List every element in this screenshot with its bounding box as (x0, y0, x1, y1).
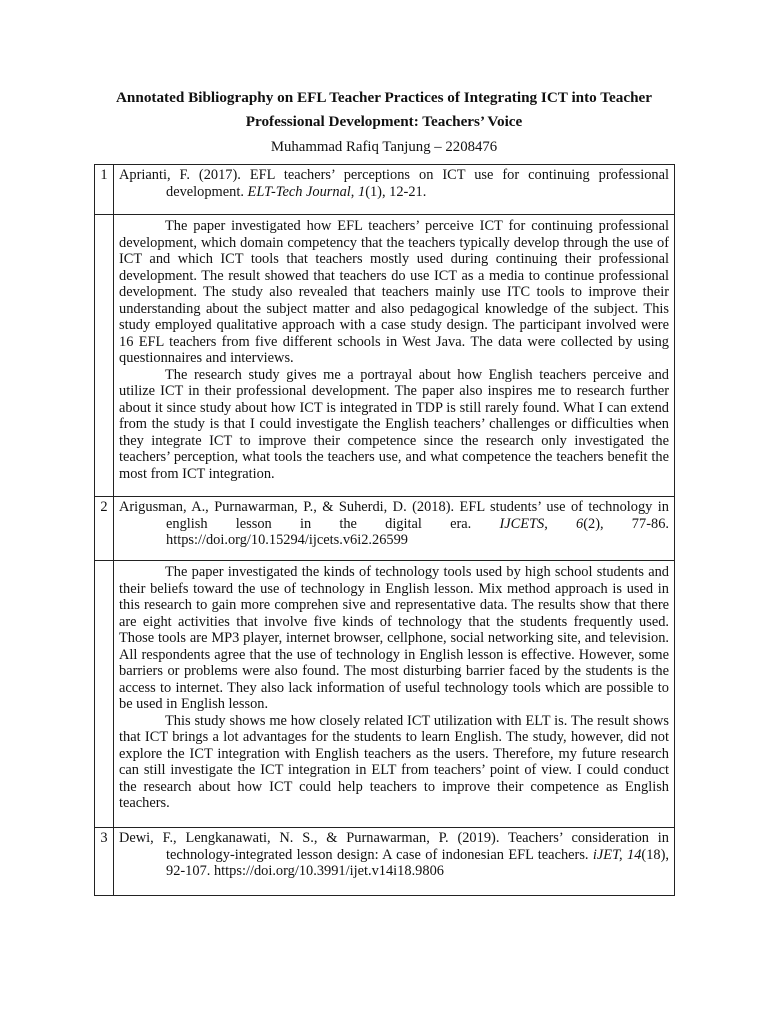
document-title-line-1: Annotated Bibliography on EFL Teacher Practices of Integrating ICT into Teacher (115, 89, 653, 106)
citation-text: Aprianti, F. (2017). EFL teachers’ perceptions on ICT use for continuing professional development. ELT-Tech Journal, 1(1), 12-21. (119, 167, 669, 200)
table-row-annotation (95, 561, 675, 828)
number-cell-empty (95, 215, 114, 497)
journal-name: ELT-Tech Journal (247, 183, 351, 200)
volume-number: 1 (357, 183, 366, 200)
table-row-citation (95, 497, 675, 561)
entry-number: 1 (95, 165, 114, 215)
annotation-cell (114, 561, 675, 828)
citation-cell (114, 497, 675, 561)
journal-name: iJET, (592, 846, 623, 863)
citation-text: Dewi, F., Lengkanawati, N. S., & Purnawarman, P. (2019). Teachers’ consideration in technology-integrated lesson design: A case of indonesian EFL teachers. iJET, 14(18), 92-107. https://doi.org/10.3991/ijet.v14i18.9806 (119, 830, 669, 879)
volume-number: 14 (627, 846, 642, 863)
entry-number: 2 (95, 497, 114, 561)
journal-name: IJCETS (499, 515, 545, 532)
annotation-reflection-paragraph: The research study gives me a portrayal about how English teachers perceive and utilize ICT in their professional development. The paper also inspires me to research further about it since study about how ICT is integrated in TDP is still rarely found. What I can extend from the study is that I could investigate the English teachers’ challenges or difficulties when they integrate ICT to improve their competence since the research only investigated the teachers’ perception, what tools the teachers use, and what competence the teachers benefit the most from ICT integration. (119, 366, 669, 482)
number-cell-empty (95, 561, 114, 828)
table-row-annotation (95, 215, 675, 497)
bibliography-table (94, 164, 675, 896)
document-title-line-2: Professional Development: Teachers’ Voice (245, 113, 523, 130)
volume-number: 6 (576, 515, 584, 532)
table-row-citation (95, 828, 675, 896)
citation-cell (114, 165, 675, 215)
annotation-cell (114, 215, 675, 497)
annotation-reflection-paragraph: This study shows me how closely related ICT utilization with ELT is. The result shows that ICT brings a lot advantages for the students to learn English. The study, however, did not explore the ICT integration with English teachers as the users. Therefore, my future research can still investigate the ICT integration in ELT from teachers’ point of view. I could conduct the research about how ICT could help teachers to improve their competence as English teachers. (119, 712, 669, 811)
citation-text: Arigusman, A., Purnawarman, P., & Suherdi, D. (2018). EFL students’ use of technology in english lesson in the digital era. IJCETS, 6(2), 77-86. https://doi.org/10.15294/ijcets.v6i2.26599 (119, 499, 669, 548)
table-row-citation (95, 165, 675, 215)
annotation-summary-paragraph: The paper investigated the kinds of technology tools used by high school students and their beliefs toward the use of technology in English lesson. Mix method approach is used in this research to gain more comprehen sive and representative data. The results show that there are eight activities that involve five kinds of technology that the students frequently used. Those tools are MP3 player, internet browser, cellphone, social networking site, and television. All respondents agree that the use of technology in English lesson is effective. However, some barriers or problems were also found. The most disturbing barrier faced by the students is the access to internet. They also lack information of useful technology tools which are possible to be used in English lesson. (119, 564, 669, 712)
citation-cell (114, 828, 675, 896)
author-line: Muhammad Rafiq Tanjung – 2208476 (270, 139, 498, 155)
annotation-summary-paragraph: The paper investigated how EFL teachers’ perceive ICT for continuing professional development, which domain competency that the teachers typically develop through the use of ICT and which ICT tools that teachers mostly used during continuing their professional development. The result showed that teachers do use ICT as a media to continue professional development. The study also revealed that teachers mainly use ITC tools to improve their understanding about the subject matter and also pedagogical knowledge of the subject. This study employed qualitative approach with a case study design. The participant involved were 16 EFL teachers from five different schools in West Java. The data were collected by using questionnaires and interviews. (119, 218, 669, 366)
entry-number: 3 (95, 828, 114, 896)
